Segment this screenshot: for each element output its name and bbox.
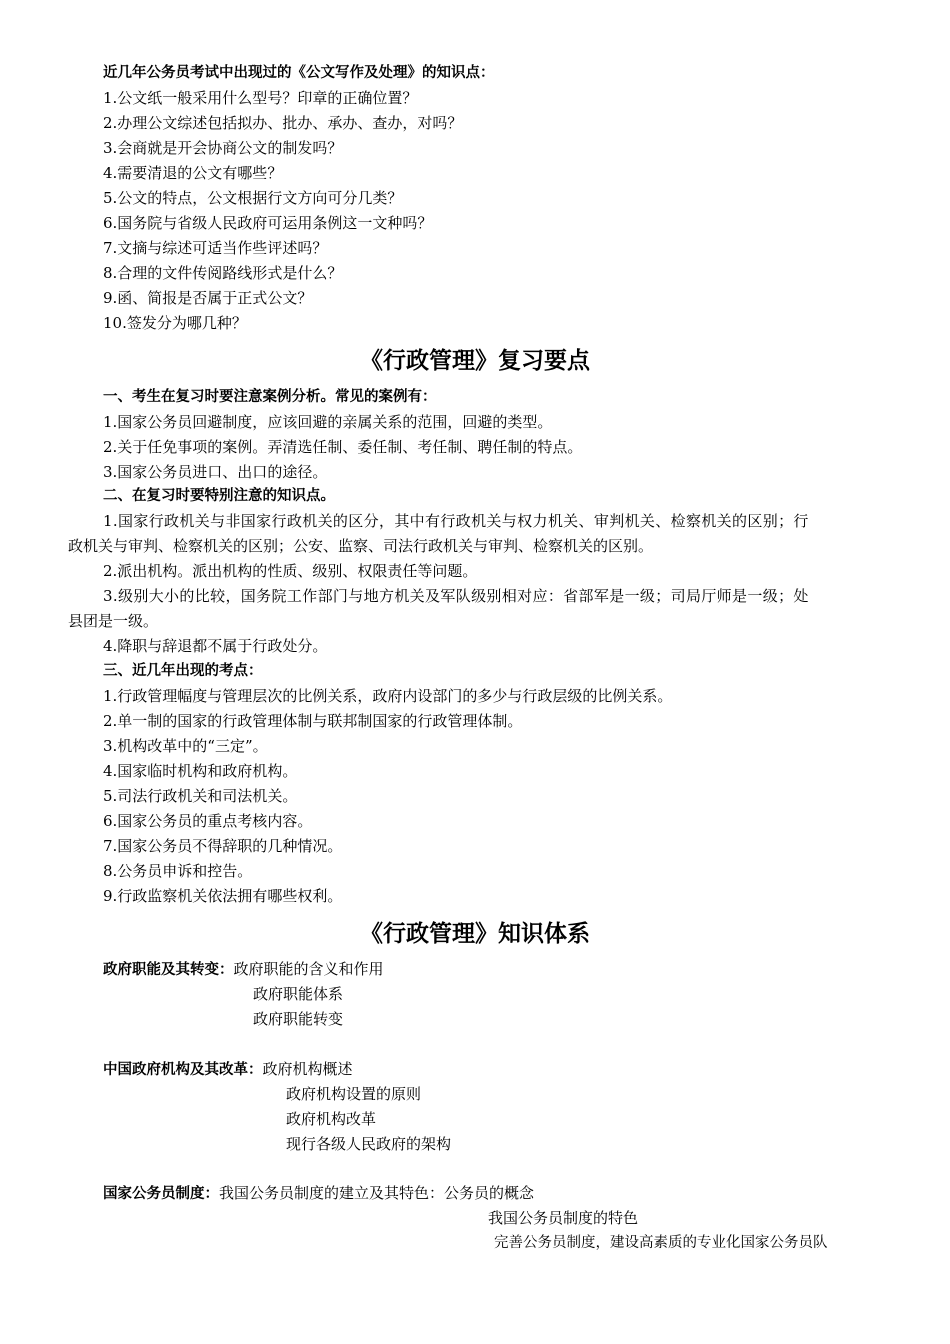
list-item: 4.国家临时机构和政府机构。 [103, 762, 298, 780]
section3-title: 《行政管理》知识体系 [360, 921, 590, 947]
list-item: 4.降职与辞退都不属于行政处分。 [103, 637, 328, 655]
knowledge-item: 我国公务员制度的特色 [488, 1209, 639, 1227]
section1-heading: 近几年公务员考试中出现过的《公文写作及处理》的知识点： [103, 65, 495, 81]
list-item: 2.单一制的国家的行政管理体制与联邦制国家的行政管理体制。 [103, 712, 523, 730]
paragraph-line: 政机关与审判、检察机关的区别；公安、监察、司法行政机关与审判、检察机关的区别。 [68, 537, 654, 555]
list-item: 9.函、简报是否属于正式公文？ [103, 289, 313, 307]
knowledge-row [103, 957, 384, 983]
group-label: 国家公务员制度： [103, 1186, 219, 1202]
list-item: 5.公文的特点，公文根据行文方向可分几类？ [103, 189, 403, 207]
paragraph-line: 县团是一级。 [68, 612, 159, 630]
knowledge-item: 政府机构概述 [262, 1060, 353, 1078]
list-item: 9.行政监察机关依法拥有哪些权利。 [103, 887, 343, 905]
list-item: 3.机构改革中的“三定”。 [103, 737, 268, 755]
knowledge-item: 政府职能体系 [253, 985, 344, 1003]
knowledge-item: 现行各级人民政府的架构 [286, 1135, 452, 1153]
section2-title: 《行政管理》复习要点 [360, 348, 590, 374]
list-item: 8.公务员申诉和控告。 [103, 862, 253, 880]
sub-group-label: 我国公务员制度的建立及其特色： [219, 1184, 445, 1202]
knowledge-item: 政府机构改革 [286, 1110, 377, 1128]
list-item: 7.文摘与综述可适当作些评述吗？ [103, 239, 328, 257]
list-item: 6.国家公务员的重点考核内容。 [103, 812, 313, 830]
knowledge-item: 政府职能的含义和作用 [233, 960, 384, 978]
list-item: 1.行政管理幅度与管理层次的比例关系，政府内设部门的多少与行政层级的比例关系。 [103, 687, 673, 705]
knowledge-item: 政府机构设置的原则 [286, 1085, 422, 1103]
list-item: 3.会商就是开会协商公文的制发吗？ [103, 139, 343, 157]
knowledge-row [103, 1057, 353, 1083]
paragraph-line: 3.级别大小的比较，国务院工作部门与地方机关及军队级别相对应：省部军是一级；司局厅师是一级；处 [103, 587, 809, 605]
group-label: 中国政府机构及其改革： [103, 1062, 263, 1078]
list-item: 7.国家公务员不得辞职的几种情况。 [103, 837, 343, 855]
list-item: 3.国家公务员进口、出口的途径。 [103, 463, 328, 481]
knowledge-row [103, 1181, 534, 1207]
list-item: 2.办理公文综述包括拟办、批办、承办、查办，对吗？ [103, 114, 463, 132]
knowledge-item: 公务员的概念 [444, 1184, 535, 1202]
list-item: 6.国务院与省级人民政府可运用条例这一文种吗？ [103, 214, 433, 232]
part1-heading: 一、考生在复习时要注意案例分析。常见的案例有： [103, 389, 437, 405]
list-item: 1.公文纸一般采用什么型号？印章的正确位置？ [103, 89, 418, 107]
part3-heading: 三、近几年出现的考点： [103, 663, 263, 679]
list-item: 2.派出机构。派出机构的性质、级别、权限责任等问题。 [103, 562, 478, 580]
knowledge-item: 完善公务员制度，建设高素质的专业化国家公务员队 [494, 1235, 828, 1251]
paragraph-line: 1.国家行政机关与非国家行政机关的区分，其中有行政机关与权力机关、审判机关、检察机关的区别；行 [103, 512, 809, 530]
part2-heading: 二、在复习时要特别注意的知识点。 [103, 488, 335, 504]
group-label: 政府职能及其转变： [103, 962, 234, 978]
list-item: 1.国家公务员回避制度，应该回避的亲属关系的范围，回避的类型。 [103, 413, 553, 431]
list-item: 2.关于任免事项的案例。弄清选任制、委任制、考任制、聘任制的特点。 [103, 438, 583, 456]
list-item: 10.签发分为哪几种？ [103, 314, 247, 332]
list-item: 5.司法行政机关和司法机关。 [103, 787, 298, 805]
list-item: 8.合理的文件传阅路线形式是什么？ [103, 264, 343, 282]
list-item: 4.需要清退的公文有哪些？ [103, 164, 283, 182]
knowledge-item: 政府职能转变 [253, 1010, 344, 1028]
